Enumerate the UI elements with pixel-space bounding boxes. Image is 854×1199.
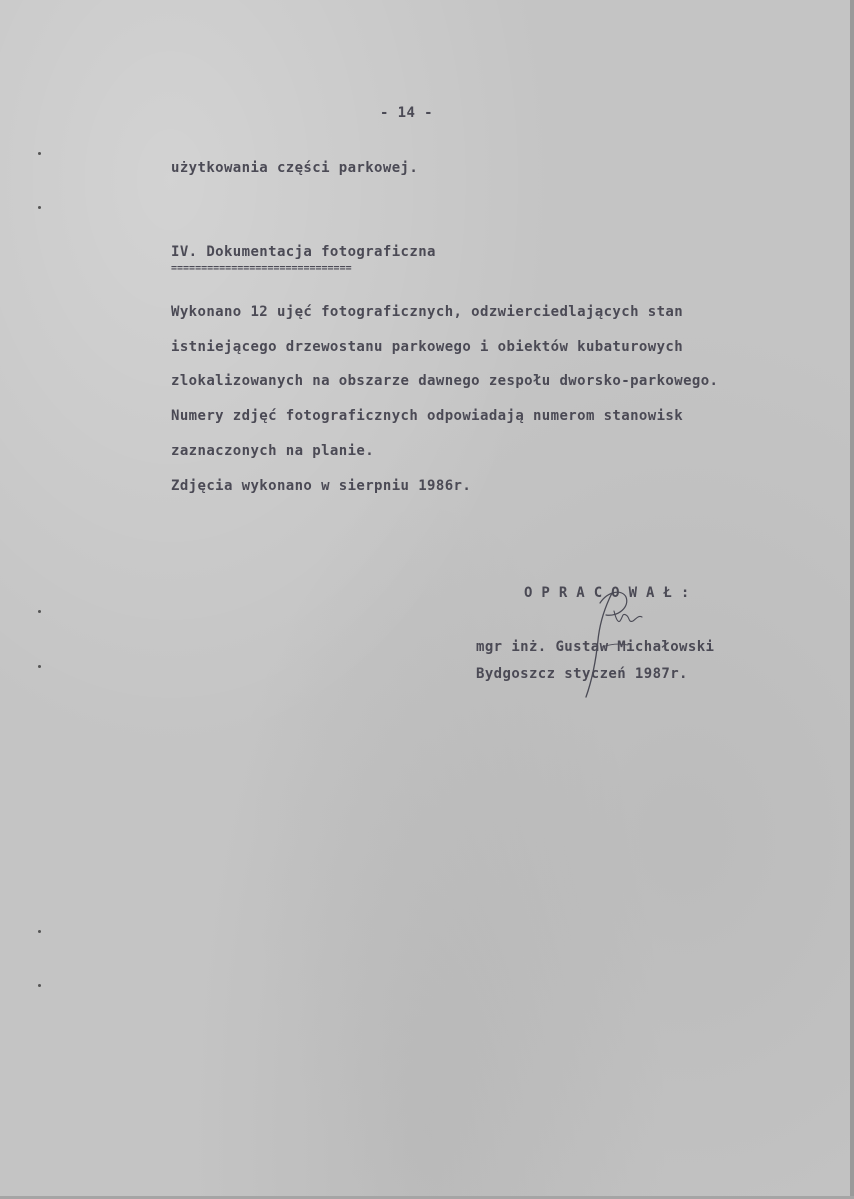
- place-date: Bydgoszcz styczeń 1987r.: [476, 666, 688, 682]
- section-heading: IV. Dokumentacja fotograficzna: [171, 244, 436, 260]
- heading-underline: ==============================: [171, 263, 352, 274]
- body-line: Wykonano 12 ujęć fotograficznych, odzwierciedlających stan: [171, 304, 684, 320]
- page-number: - 14 -: [380, 105, 433, 121]
- body-line: istniejącego drzewostanu parkowego i obiektów kubaturowych: [171, 339, 684, 355]
- body-line: zaznaczonych na planie.: [171, 443, 375, 459]
- continuation-text: użytkowania części parkowej.: [171, 160, 419, 176]
- margin-mark: [38, 206, 41, 209]
- body-line: Zdjęcia wykonano w sierpniu 1986r.: [171, 478, 472, 494]
- margin-mark: [38, 152, 41, 155]
- body-line: Numery zdjęć fotograficznych odpowiadają numerom stanowisk: [171, 408, 684, 424]
- margin-mark: [38, 610, 41, 613]
- prepared-by-label: OPRACOWAŁ:: [524, 585, 699, 601]
- body-line: zlokalizowanych na obszarze dawnego zespołu dworsko-parkowego.: [171, 373, 719, 389]
- author-name: mgr inż. Gustaw Michałowski: [476, 639, 715, 655]
- margin-mark: [38, 665, 41, 668]
- page-edge-right: [850, 0, 854, 1199]
- handwritten-signature: [578, 585, 658, 700]
- margin-mark: [38, 984, 41, 987]
- margin-mark: [38, 930, 41, 933]
